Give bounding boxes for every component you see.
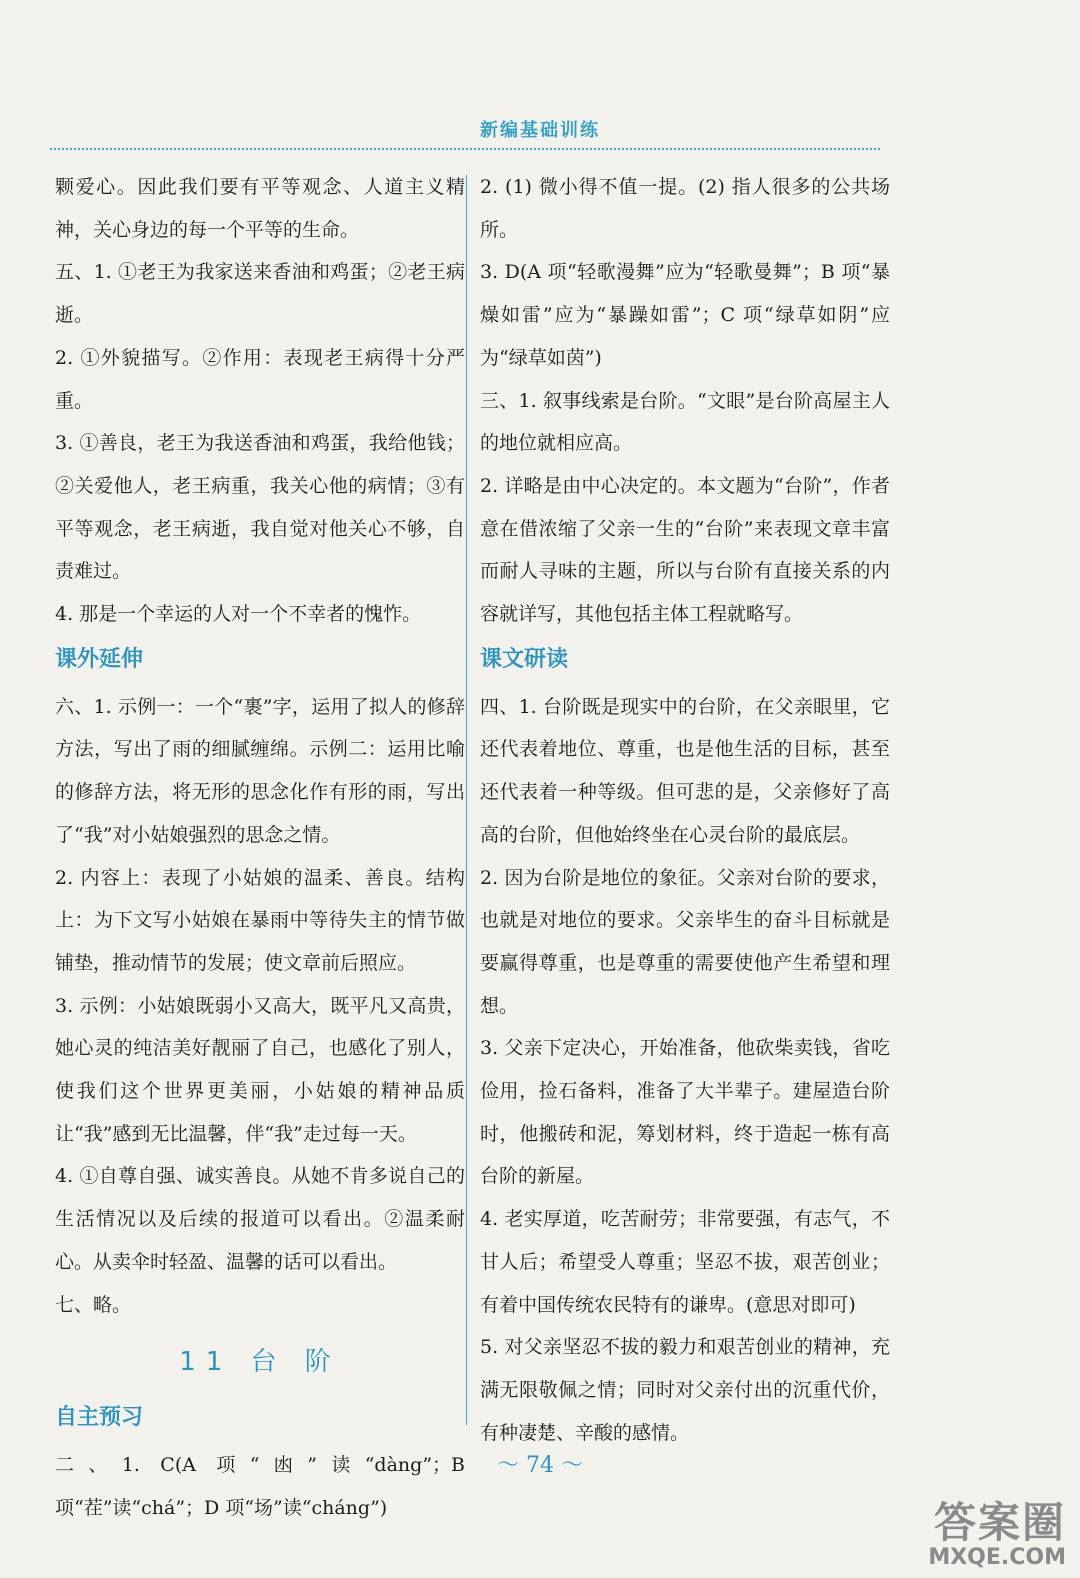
answer-paragraph: 二、1. C(A 项“凼”读“dàng”；B 项“茬”读“chá”；D 项“场”读“cháng”) — [55, 1454, 465, 1519]
answer-paragraph: 颗爱心。因此我们要有平等观念、人道主义精神，关心身边的每一个平等的生命。 — [55, 176, 465, 241]
answer-paragraph: 4. 那是一个幸运的人对一个不幸者的愧怍。 — [55, 603, 422, 626]
answer-paragraph: 2. 内容上：表现了小姑娘的温柔、善良。结构上：为下文写小姑娘在暴雨中等待失主的情节做铺垫，推动情节的发展；使文章前后照应。 — [55, 866, 465, 974]
answer-paragraph: 七、略。 — [55, 1293, 132, 1316]
answer-paragraph: 3. D(A 项“轻歌漫舞”应为“轻歌曼舞”；B 项“暴燥如雷”应为“暴躁如雷”；C 项“绿草如阴”应为“绿草如茵”) — [480, 261, 890, 369]
watermark-url: MXQE.COM — [928, 1545, 1066, 1570]
right-column — [480, 166, 890, 1454]
left-column — [55, 166, 465, 1530]
answer-paragraph: 2. ①外貌描写。②作用：表现老王病得十分严重。 — [55, 346, 465, 412]
answer-paragraph: 六、1. 示例一：一个“裹”字，运用了拟人的修辞方法，写出了雨的细腻缠绵。示例二：运用比喻的修辞方法，将无形的思念化作有形的雨，写出了“我”对小姑娘强烈的思念之情。 — [55, 695, 465, 846]
answer-paragraph: 五、1. ①老王为我家送来香油和鸡蛋；②老王病逝。 — [55, 261, 465, 327]
answer-paragraph: 4. ①自尊自强、诚实善良。从她不肯多说自己的生活情况以及后续的报道可以看出。②温柔耐心。从卖伞时轻盈、温馨的话可以看出。 — [55, 1165, 465, 1273]
section-heading-preview: 自主预习 — [55, 1405, 144, 1431]
answer-paragraph: 2. 因为台阶是地位的象征。父亲对台阶的要求，也就是对地位的要求。父亲毕生的奋斗目标就是要赢得尊重，也是尊重的需要使他产生希望和理想。 — [480, 866, 890, 1017]
answer-paragraph: 5. 对父亲坚忍不拔的毅力和艰苦创业的精神，充满无限敬佩之情；同时对父亲付出的沉重代价，有种凄楚、辛酸的感情。 — [480, 1336, 890, 1444]
watermark — [928, 1500, 1066, 1570]
lesson-title: 11 台 阶 — [179, 1347, 341, 1378]
answer-paragraph: 三、1. 叙事线索是台阶。“文眼”是台阶高屋主人的地位就相应高。 — [480, 389, 890, 455]
page-number: ～ 74 ～ — [497, 1453, 583, 1478]
column-divider — [466, 175, 467, 1425]
answer-paragraph: 3. ①善良，老王为我送香油和鸡蛋，我给他钱；②关爱他人，老王病重，我关心他的病情；③有平等观念，老王病逝，我自觉对他关心不够，自责难过。 — [55, 432, 465, 583]
running-header: 新编基础训练 — [480, 120, 600, 141]
watermark-logo: 答案圈 — [933, 1498, 1066, 1547]
header-divider — [50, 148, 880, 150]
section-heading-extension: 课外延伸 — [55, 646, 144, 672]
answer-paragraph: 3. 示例：小姑娘既弱小又高大，既平凡又高贵，她心灵的纯洁美好靓丽了自己，也感化了别人，使我们这个世界更美丽，小姑娘的精神品质让“我”感到无比温馨，伴“我”走过每一天。 — [55, 994, 465, 1145]
answer-paragraph: 四、1. 台阶既是现实中的台阶，在父亲眼里，它还代表着地位、尊重，也是他生活的目标，甚至还代表着一种等级。但可悲的是，父亲修好了高高的台阶，但他始终坐在心灵台阶的最底层。 — [480, 695, 890, 846]
answer-paragraph: 2. (1) 微小得不值一提。(2) 指人很多的公共场所。 — [480, 176, 890, 241]
answer-paragraph: 3. 父亲下定决心，开始准备，他砍柴卖钱，省吃俭用，捡石备料，准备了大半辈子。建屋造台阶时，他搬砖和泥，筹划材料，终于造起一栋有高台阶的新屋。 — [480, 1037, 890, 1188]
section-heading-study: 课文研读 — [480, 646, 569, 672]
answer-paragraph: 2. 详略是由中心决定的。本文题为“台阶”，作者意在借浓缩了父亲一生的“台阶”来表现文章丰富而耐人寻味的主题，所以与台阶有直接关系的内容就详写，其他包括主体工程就略写。 — [480, 474, 890, 626]
answer-paragraph: 4. 老实厚道，吃苦耐劳；非常要强，有志气，不甘人后；希望受人尊重；坚忍不拔，艰苦创业；有着中国传统农民特有的谦卑。(意思对即可) — [480, 1208, 890, 1316]
